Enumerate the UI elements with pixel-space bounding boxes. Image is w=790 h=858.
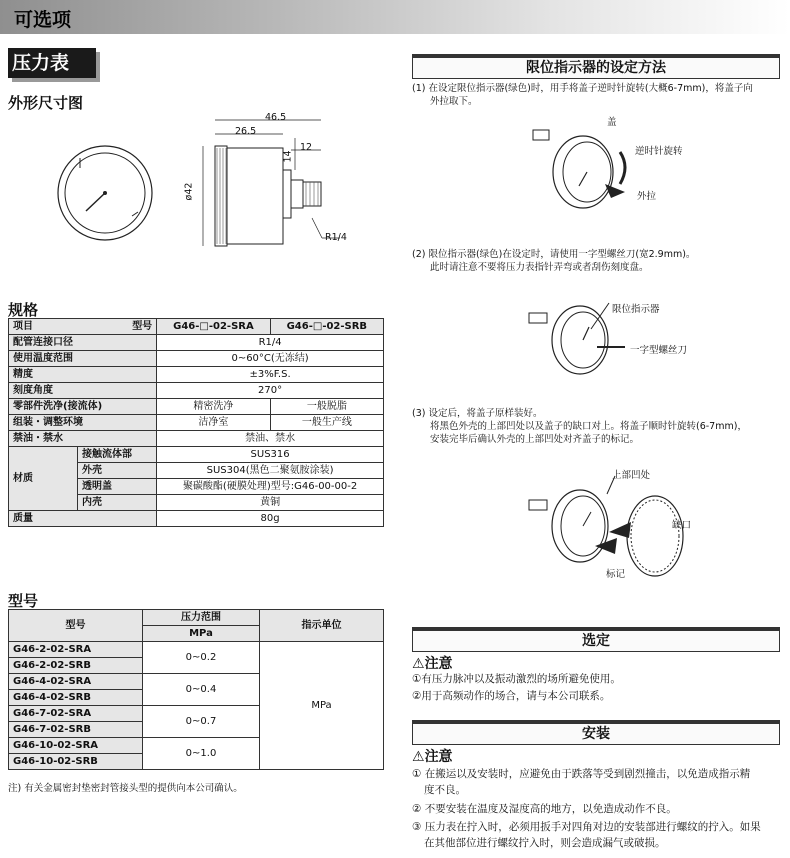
spec-value: 80g: [157, 511, 384, 527]
install-caution-text: 注意: [424, 749, 453, 765]
limit-step3b: 将黑色外壳的上部凹处以及盖子的缺口对上。将盖子顺时针旋转(6-7mm)，: [430, 421, 747, 432]
spec-value: 禁油、禁水: [157, 431, 384, 447]
model-cell: G46-4-02-SRB: [9, 690, 143, 706]
gauge-illustration-1: [525, 112, 645, 212]
dim-diameter: ø42: [183, 182, 195, 201]
spec-label: 使用温度范围: [9, 351, 157, 367]
spec-value: 精密洗净: [157, 399, 270, 415]
spec-value: 270°: [157, 383, 384, 399]
install-item-3b: 在其他部位进行螺纹拧入时，则会造成漏气或破损。: [424, 837, 666, 849]
spec-label: 配管连接口径: [9, 335, 157, 351]
label-pull: 外拉: [637, 191, 657, 202]
spec-title: 规格: [8, 301, 39, 319]
spec-value: 黄铜: [157, 495, 384, 511]
install-item-1b: 度不良。: [424, 784, 466, 796]
spec-head-model: 型号: [132, 321, 153, 332]
limit-step3: (3) 设定后，将盖子原样装好。: [412, 408, 543, 419]
spec-value: 洁净室: [157, 415, 270, 431]
spec-head-item: 项目: [13, 321, 33, 332]
label-ccw: 逆时针旋转: [635, 146, 683, 157]
selection-item-2: ②用于高频动作的场合，请与本公司联系。: [412, 690, 611, 702]
spec-value: 聚碳酸酯(硬膜处理)型号:G46-00-00-2: [157, 479, 384, 495]
install-caution: [412, 746, 453, 766]
install-item-3: ③ 压力表在拧入时，必须用扳手对四角对边的安装部进行螺纹的拧入。如果: [412, 821, 761, 833]
unit-cell: MPa: [260, 642, 384, 770]
model-cell: G46-10-02-SRA: [9, 738, 143, 754]
range-cell: 0~1.0: [143, 738, 260, 770]
spec-corner-cell: [9, 319, 157, 335]
gauge-illustration-2: [525, 285, 635, 380]
label-screwdriver: 一字型螺丝刀: [630, 345, 688, 356]
spec-sublabel: 外壳: [78, 463, 157, 479]
models-head-indicator: 指示单位: [260, 610, 384, 642]
spec-value: ±3%F.S.: [157, 367, 384, 383]
dim-26-5: 26.5: [235, 126, 257, 137]
spec-sublabel: 透明盖: [78, 479, 157, 495]
label-indicator: 限位指示器: [612, 304, 660, 315]
limit-step1: (1) 在设定限位指示器(绿色)时，用手将盖子逆时针旋转(大概6-7mm)，将盖子向: [412, 83, 753, 94]
dim-thread: R1/4: [325, 232, 347, 243]
range-cell: 0~0.2: [143, 642, 260, 674]
spec-label: 禁油・禁水: [9, 431, 157, 447]
range-cell: 0~0.4: [143, 674, 260, 706]
label-notch: 缺口: [672, 520, 692, 531]
models-head-mpa: MPa: [143, 626, 260, 642]
install-title: 安装: [412, 723, 780, 745]
spec-value: 0~60°C(无冻结): [157, 351, 384, 367]
label-lid: 盖: [607, 117, 617, 128]
dimension-drawing: [50, 108, 380, 268]
dims-title: 外形尺寸图: [8, 94, 84, 112]
selection-item-1: ①有压力脉冲以及振动激烈的场所避免使用。: [412, 673, 621, 685]
selection-title: 选定: [412, 630, 780, 652]
models-head-range: 压力范围: [143, 610, 260, 626]
page-title: 可选项: [14, 9, 72, 31]
spec-value: R1/4: [157, 335, 384, 351]
page-header-bar: [0, 0, 790, 34]
model-cell: G46-2-02-SRA: [9, 642, 143, 658]
models-title: 型号: [8, 592, 39, 610]
spec-sublabel: 内壳: [78, 495, 157, 511]
spec-label: 零部件洗净(接流体): [9, 399, 157, 415]
range-cell: 0~0.7: [143, 706, 260, 738]
limit-step1b: 外拉取下。: [430, 96, 478, 107]
selection-caution: [412, 653, 453, 673]
dim-46-5: 46.5: [265, 112, 287, 123]
spec-col-b: G46-□-02-SRB: [270, 319, 383, 335]
spec-label: 精度: [9, 367, 157, 383]
spec-label-material: 材质: [9, 447, 78, 511]
spec-label: 组装・调整环境: [9, 415, 157, 431]
spec-col-a: G46-□-02-SRA: [157, 319, 270, 335]
install-item-2: ② 不要安装在温度及湿度高的地方，以免造成动作不良。: [412, 803, 677, 815]
spec-sublabel: 接触流体部: [78, 447, 157, 463]
spec-value: SUS316: [157, 447, 384, 463]
spec-value: 一般生产线: [270, 415, 383, 431]
section-title: 压力表: [8, 48, 96, 78]
model-cell: G46-4-02-SRA: [9, 674, 143, 690]
model-cell: G46-2-02-SRB: [9, 658, 143, 674]
spec-value: SUS304(黑色二聚氨胺涂装): [157, 463, 384, 479]
label-mark: 标记: [606, 569, 626, 580]
limit-step2b: 此时请注意不要将压力表指针弄弯或者刮伤刻度盘。: [430, 262, 649, 273]
dim-14: 14: [282, 150, 294, 163]
model-cell: G46-7-02-SRA: [9, 706, 143, 722]
selection-caution-text: 注意: [424, 656, 453, 672]
warning-icon: ⚠: [412, 749, 425, 765]
limit-step3c: 安装完毕后确认外壳的上部凹处对齐盖子的标记。: [430, 434, 640, 445]
warning-icon: ⚠: [412, 656, 425, 672]
dim-12: 12: [300, 142, 313, 153]
spec-table: [8, 318, 384, 527]
install-item-1: ① 在搬运以及安装时，应避免由于跌落等受到剧烈撞击，以免造成指示精: [412, 768, 751, 780]
label-top-recess: 上部凹处: [612, 470, 651, 481]
limit-step2: (2) 限位指示器(绿色)在设定时，请使用一字型螺丝刀(宽2.9mm)。: [412, 249, 696, 260]
limit-title: 限位指示器的设定方法: [412, 57, 780, 79]
models-head-model: 型号: [9, 610, 143, 642]
models-table: [8, 609, 384, 770]
spec-value: 一般脱脂: [270, 399, 383, 415]
spec-label: 质量: [9, 511, 157, 527]
model-cell: G46-7-02-SRB: [9, 722, 143, 738]
models-footnote: 注) 有关金属密封垫密封管接头型的提供向本公司确认。: [8, 783, 243, 794]
model-cell: G46-10-02-SRB: [9, 754, 143, 770]
spec-label: 刻度角度: [9, 383, 157, 399]
